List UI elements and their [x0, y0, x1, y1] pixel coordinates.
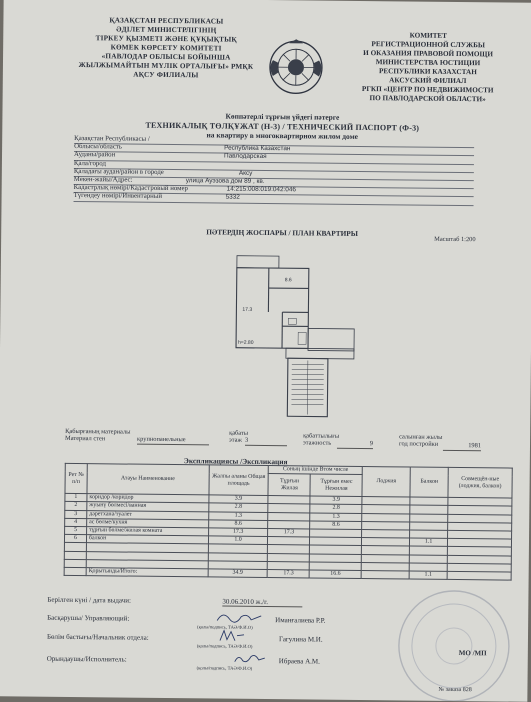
- cell-total: 17.3: [208, 528, 268, 537]
- col-total: Жалпы аланы Общая площадь: [209, 465, 269, 496]
- ceiling-height-label: h=2.80: [238, 340, 254, 346]
- cell-name: ас бөлме/кухня: [87, 518, 209, 527]
- cell-total: 2.8: [208, 503, 268, 512]
- cell-num: 5: [65, 526, 87, 534]
- title-line: Көппәтерлі тұрғын үйдегі пәтерге: [122, 110, 442, 123]
- official-stamp-seal: [394, 586, 513, 701]
- header-left-line: ӘДІЛЕТ МИНИСТРЛІГІНІҢ: [61, 25, 271, 36]
- address-info: [74, 136, 475, 206]
- storeys-label-ru: этажность: [303, 439, 331, 447]
- cell-total: 1.3: [208, 511, 268, 520]
- col-combined: Совмещён-ные (лоджия, балкон): [448, 467, 512, 498]
- info-value: улица Ауэзова дом 89 , кв.: [186, 177, 265, 185]
- title-line: на квартиру в многоквартирном жилом доме: [122, 129, 442, 142]
- cell-name: жуынү бөлмесі/ванная: [87, 502, 209, 511]
- plan-title: ПӘТЕРДІҢ ЖОСПАРЫ / ПЛАН КВАРТИРЫ: [206, 227, 358, 238]
- header-left-line: «ПАВЛОДАР ОБЛЫСЫ БОЙЫНША: [61, 52, 271, 63]
- header-right-line: МИНИСТЕРСТВА ЮСТИЦИИ: [338, 58, 518, 69]
- state-emblem-icon: [265, 38, 328, 97]
- total-balcony: 1.1: [409, 571, 447, 580]
- info-value: Аксу: [239, 169, 253, 176]
- room-area-label: 17.3: [242, 307, 252, 313]
- walls-label-ru: Материал стен: [65, 435, 105, 443]
- info-value: 14:215:008:019:042:046: [227, 186, 296, 194]
- cell-name: балкон: [86, 535, 208, 544]
- info-label: Қаладағы аудан/район в городе: [74, 168, 164, 176]
- year-label-kz: салынған жылы: [399, 433, 442, 441]
- cell-num: 4: [65, 518, 87, 526]
- info-label: Мекен-жайы/Адрес:: [74, 176, 133, 184]
- info-label: Ауданы/район: [74, 151, 115, 158]
- executor-signature: [233, 653, 267, 665]
- header-right-line: ПО ПАВЛОДАРСКОЙ ОБЛАСТИ»: [338, 94, 518, 105]
- header-right-line: КОМИТЕТ: [338, 31, 518, 42]
- col-nonliving: Тұрғын емес Нежилая: [310, 474, 362, 497]
- signature-caption: (қолы/подпись, ТАӘ/Ф.И.О): [197, 643, 253, 649]
- header-left-line: ЖЫЛЖЫМАЙТЫН МҮЛІК ОРТАЛЫҒЫ» РМҚК: [61, 61, 271, 72]
- header-right-line: РЕСПУБЛИКИ КАЗАХСТАН: [338, 67, 518, 78]
- header-left-line: ҚАЗАҚСТАН РЕСПУБЛИКАСЫ: [61, 16, 271, 27]
- total-area: 34.9: [208, 569, 268, 578]
- info-label: Қазақстан Республикасы /: [74, 135, 150, 143]
- storeys-value: 9: [337, 440, 373, 449]
- info-value: 5332: [226, 194, 240, 201]
- dept-head-signature: [217, 629, 247, 643]
- header-left-line: КӨМЕК КӨРСЕТУ КОМИТЕТІ: [61, 43, 271, 54]
- cell-name: тұрғын бөлме/жилая комната: [87, 527, 209, 536]
- cell-num: 6: [64, 535, 86, 543]
- cell-num: 2: [65, 502, 87, 510]
- col-loggia: Лоджия: [362, 467, 410, 498]
- floor-label-ru: этаж: [229, 437, 242, 445]
- floor-value: 3: [245, 437, 287, 446]
- header-left-kazakh: [61, 16, 272, 81]
- floor-label-kz: қабаты: [229, 430, 248, 438]
- total-living: 17.3: [268, 569, 310, 578]
- header-right-line: АКСУСКИЙ ФИЛИАЛ: [338, 76, 518, 87]
- floor-plan-drawing: [227, 248, 364, 424]
- issue-date-label: Берілген күні / дата выдачи:: [47, 596, 131, 605]
- header-left-line: ТІРКЕУ ҚЫЗМЕТІ ЖӘНЕ ҚҰҚЫҚТЫҚ: [61, 34, 271, 45]
- cell-living: 17.3: [268, 528, 310, 537]
- year-label-ru: год постройки: [399, 440, 438, 448]
- cell-nonliving: 1.3: [310, 513, 362, 522]
- col-name: Атауы Наименование: [87, 464, 209, 495]
- manager-label: Басқарушы/ Управляющий:: [47, 614, 129, 623]
- info-label: Облысы/область: [74, 143, 122, 151]
- total-nonliving: 16.6: [309, 570, 361, 579]
- seal-placeholder-label: МО /МП: [459, 649, 487, 657]
- executor-name: Ибраева А.М.: [279, 657, 320, 665]
- walls-value: крупнопанельные: [137, 436, 209, 445]
- cell-nonliving: 2.8: [310, 504, 362, 513]
- header-right-russian: [338, 31, 519, 105]
- manager-name: Иманғалиева Р.Р.: [275, 616, 325, 625]
- header-right-line: РГКП «ЦЕНТР ПО НЕДВИЖИМОСТИ: [338, 85, 518, 96]
- cell-total: 1.0: [208, 536, 268, 545]
- cell-total: 8.6: [208, 520, 268, 529]
- header-left-line: АҚСУ ФИЛИАЛЫ: [61, 70, 271, 81]
- header-right-line: И ОКАЗАНИЯ ПРАВОВОЙ ПОМОЩИ: [338, 49, 518, 60]
- cell-num: 1: [65, 494, 87, 502]
- info-value: Республика Казахстан: [224, 145, 290, 153]
- cell-balcony: 1.1: [410, 538, 448, 547]
- storeys-label-kz: қабаттылығы: [303, 432, 339, 440]
- dept-head-name: Гагулина М.И.: [279, 635, 323, 643]
- cell-num: 3: [65, 510, 87, 518]
- manager-signature: [215, 610, 265, 625]
- walls-label-kz: Қабырғаның материалы: [65, 428, 130, 436]
- col-num: Рет № п/п: [65, 463, 87, 493]
- col-balcony: Балкон: [410, 467, 448, 498]
- year-value: 1981: [443, 442, 481, 451]
- plan-scale: Масштаб 1:200: [434, 236, 475, 243]
- explication-table: [64, 463, 513, 581]
- col-incl: Соның ішінде Втом числе: [269, 466, 363, 475]
- col-living: Тұрғын Жилая: [268, 474, 310, 496]
- info-value: Павлодарская: [224, 153, 267, 160]
- total-label: Қорытынды/Итого:: [86, 568, 208, 577]
- cell-nonliving: 3.9: [310, 496, 362, 505]
- executor-label: Орындаушы/Исполнитель:: [47, 655, 127, 664]
- title-main: ТЕХНИКАЛЫҚ ТӨЛҚҰЖАТ (Н-3) / ТЕХНИЧЕСКИЙ ПАСПОРТ (Ф-3): [122, 120, 442, 133]
- building-materials: [65, 428, 495, 433]
- info-label: Кадастрлық нөмірі/Кадастровый номер: [74, 184, 188, 192]
- explication-title: Экспликациясы /Экспликация: [184, 456, 288, 466]
- cell-name: дәретхана/туалет: [87, 510, 209, 519]
- header-right-line: РЕГИСТРАЦИОННОЙ СЛУЖБЫ: [338, 40, 518, 51]
- cell-name: коридор /коридор: [87, 494, 209, 503]
- signature-caption: (қолы/подпись, ТАӘ/Ф.И.О): [197, 624, 253, 630]
- order-number: № заказа 828: [438, 687, 471, 693]
- info-label: Түгендеу нөмірі/Инвентарный: [74, 192, 162, 200]
- dept-head-label: Бөлім бастығы/Начальник отдела:: [47, 633, 149, 642]
- kitchen-area-label: 8.6: [285, 277, 292, 283]
- cell-nonliving: 8.6: [310, 521, 362, 530]
- cell-total: 3.9: [208, 495, 268, 504]
- issue-date-value: 30.06.2010 ж./г.: [222, 598, 302, 608]
- signature-caption: (қолы/подпись, ТАӘ/Ф.И.О): [197, 665, 253, 671]
- info-label: Қала/город: [74, 160, 106, 167]
